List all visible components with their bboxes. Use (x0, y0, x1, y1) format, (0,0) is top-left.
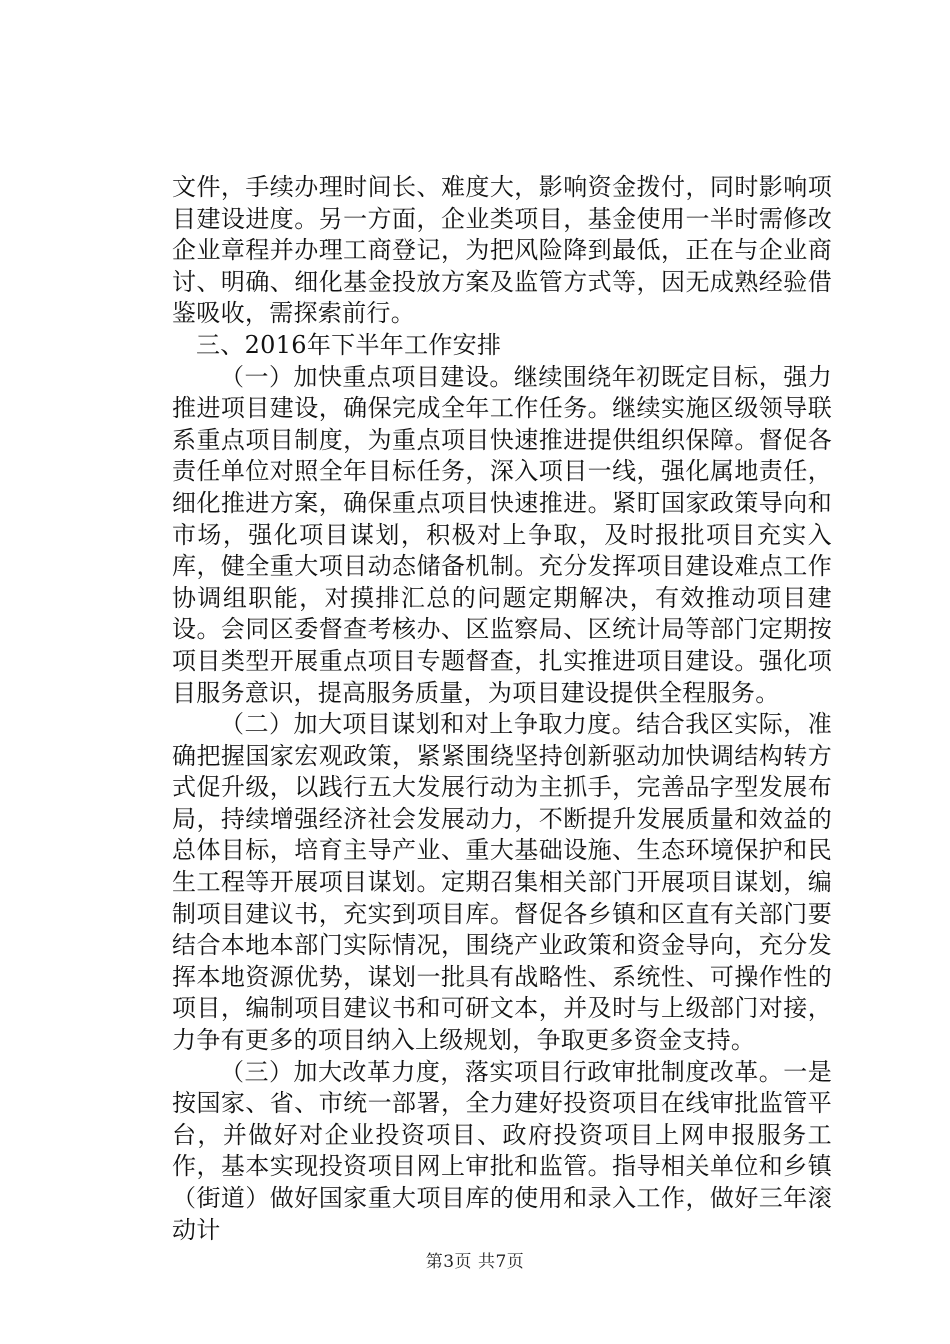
paragraph-key-projects: （一）加快重点项目建设。继续围绕年初既定目标，强力推进项目建设，确保完成全年工作任务。继续实施区级领导联系重点项目制度，为重点项目快速推进提供组织保障。督促各责任单位对照全年目标任务，深入项目一线，强化属地责任，细化推进方案，确保重点项目快速推进。紧盯国家政策导向和市场，强化项目谋划，积极对上争取，及时报批项目充实入库，健全重大项目动态储备机制。充分发挥项目建设难点工作协调组职能，对摸排汇总的问题定期解决，有效推动项目建设。会同区委督查考核办、区监察局、区统计局等部门定期按项目类型开展重点项目专题督查，扎实推进项目建设。强化项目服务意识，提高服务质量，为项目建设提供全程服务。 (172, 362, 832, 707)
section-heading: 三、2016年下半年工作安排 (196, 330, 502, 359)
paragraph-reform: （三）加大改革力度，落实项目行政审批制度改革。一是按国家、省、市统一部署，全力建好投资项目在线审批监管平台，并做好对企业投资项目、政府投资项目上网申报服务工作，基本实现投资项目网上审批和监管。指导相关单位和乡镇（街道）做好国家重大项目库的使用和录入工作，做好三年滚动计 (172, 1057, 832, 1244)
page-number-footer: 第3页 共7页 (425, 1252, 525, 1272)
paragraph-project-planning: （二）加大项目谋划和对上争取力度。结合我区实际，准确把握国家宏观政策，紧紧围绕坚持创新驱动加快调结构转方式促升级，以践行五大发展行动为主抓手，完善品字型发展布局，持续增强经济社会发展动力，不断提升发展质量和效益的总体目标，培育主导产业、重大基础设施、生态环境保护和民生工程等开展项目谋划。定期召集相关部门开展项目谋划，编制项目建议书，充实到项目库。督促各乡镇和区直有关部门要结合本地本部门实际情况，围绕产业政策和资金导向，充分发挥本地资源优势，谋划一批具有战略性、系统性、可操作性的项目，编制项目建议书和可研文本，并及时与上级部门对接，力争有更多的项目纳入上级规划，争取更多资金支持。 (172, 710, 832, 1055)
document-body (172, 172, 832, 1246)
paragraph-continuation: 文件，手续办理时间长、难度大，影响资金拨付，同时影响项目建设进度。另一方面，企业类项目，基金使用一半时需修改企业章程并办理工商登记，为把风险降到最低，正在与企业商讨、明确、细化基金投放方案及监管方式等，因无成熟经验借鉴吸收，需探索前行。 (172, 173, 832, 328)
